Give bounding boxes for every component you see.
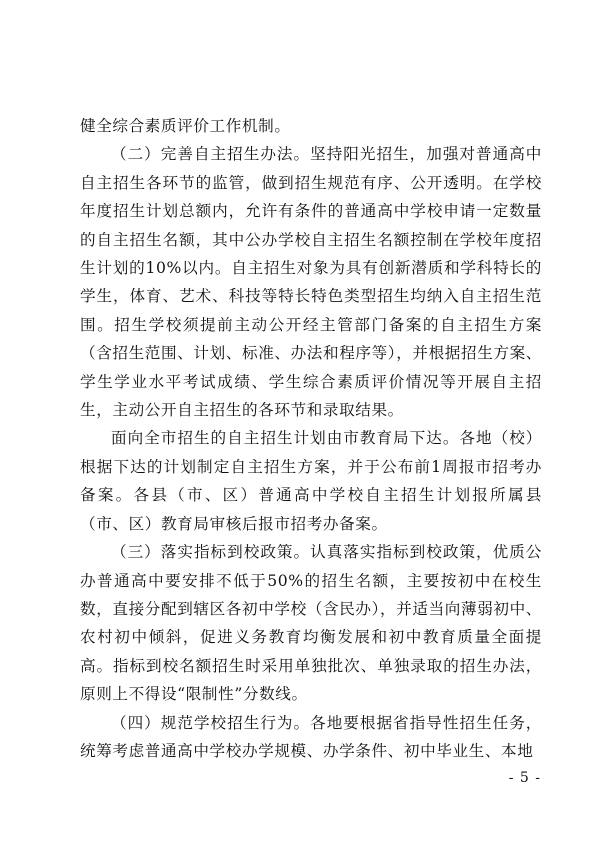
paragraph-4: （三）落实指标到校政策。认真落实指标到校政策，优质公办普通高中要安排不低于50%的招生名额，主要按初中在校生数，直接分配到辖区各初中学校（含民办），并适当向薄弱初中、农村初中倾斜，促进义务教育均衡发展和初中教育质量全面提高。指标到校名额招生时采用单独批次、单独录取的招生办法，原则上不得设“限制性”分数线。 <box>80 543 542 704</box>
paragraph-3: 面向全市招生的自主招生计划由市教育局下达。各地（校）根据下达的计划制定自主招生方案，并于公布前1周报市招考办备案。各县（市、区）普通高中学校自主招生计划报所属县（市、区）教育局审核后报市招考办备案。 <box>80 429 542 533</box>
body-text <box>80 112 542 765</box>
paragraph-2: （二）完善自主招生办法。坚持阳光招生，加强对普通高中自主招生各环节的监管，做到招生规范有序、公开透明。在学校年度招生计划总额内，允许有条件的普通高中学校申请一定数量的自主招生名额，其中公办学校自主招生名额控制在学校年度招生计划的10%以内。自主招生对象为具有创新潜质和学科特长的学生，体育、艺术、科技等特长特色类型招生均纳入自主招生范围。招生学校须提前主动公开经主管部门备案的自主招生方案（含招生范围、计划、标准、办法和程序等），并根据招生方案、学生学业水平考试成绩、学生综合素质评价情况等开展自主招生，主动公开自主招生的各环节和录取结果。 <box>80 145 542 420</box>
paragraph-5: （四）规范学校招生行为。各地要根据省指导性招生任务，统筹考虑普通高中学校办学规模、办学条件、初中毕业生、本地 <box>80 713 542 760</box>
paragraph-1: 健全综合素质评价工作机制。 <box>80 117 291 135</box>
page-number: - 5 - <box>508 770 541 786</box>
